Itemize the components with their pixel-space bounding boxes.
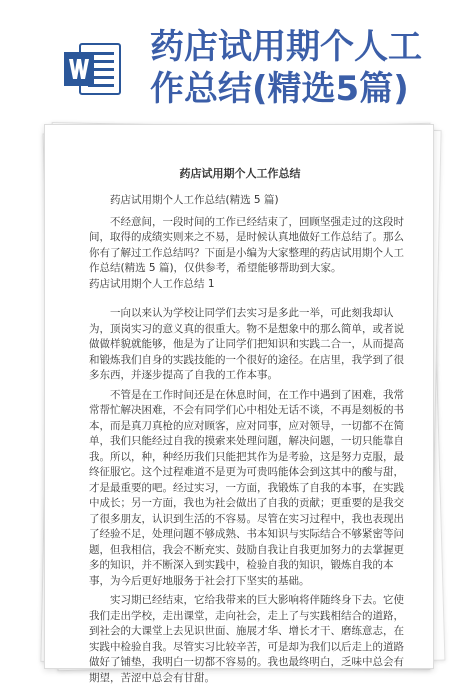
banner-header [0, 0, 474, 118]
body-paragraph: 不管是在工作时间还是在休息时间，在工作中遇到了困难，我常常帮忙解决困难，不会有同学们心中相处无话不谈，不再是刻板的书本，而是真刀真枪的应对顾客，应对同事，应对领导，一切都不在简单，我们只能经过自我的摸索来处理问题，解决问题，一切只能靠自我。所以，种，种经历我们只能把其作为是考验，这是努力克服，最终征服它。这个过程难道不是更为可贵吗能体会到这其中的酸与甜，才是最重要的吧。经过实习，一方面，我锻炼了自我的本事，在实践中成长；另一方面，我也为社会做出了自我的贡献；更重要的是我交了很多朋友，认识到生活的不容易。尽管在实习过程中，我也表现出了经验不足，处理问题不够成熟、书本知识与实际结合不够紧密等问题，但我相信，我会不断充实、鼓励自我让自我更加努力的去掌握更多的知识，并不断深入到实践中，检验自我的知识，锻炼自我的本事，为今后更好地服务于社会打下坚实的基础。 [89, 388, 404, 587]
body-paragraph: 一向以来认为学校让同学们去实习是多此一举，可此刻我却认为，顶岗实习的意义真的很重大。物不是想象中的那么简单，或者说做做样貌就能够，他是为了让同学们把知识和实践二合一，从而提高和锻炼我们自身的实践技能的一个很好的途径。在店里，我学到了很多东西，并逐步提高了自我的工作本事。 [89, 307, 404, 381]
body-paragraph: 实习期已经结束，它给我带来的巨大影响将伴随终身下去。它使我们走出学校，走出课堂，走向社会，走上了与实践相结合的道路，到社会的大课堂上去见识世面、施展才华、增长才干、磨练意志，在实践中检验自我。尽管实习比较辛苦，可是却为我们以后走上的道路做好了铺垫，我明白一切都不容易的。我也最终明白，乏味中总会有期望，苦涩中总会有甘甜。 [89, 594, 404, 684]
word-document-icon [62, 38, 124, 100]
banner-title [150, 26, 470, 110]
document-page [44, 124, 434, 684]
document-body [89, 191, 407, 686]
banner-title-line-2: 作总结(精选5篇) [150, 69, 409, 109]
document-subtitle: 药店试用期个人工作总结(精选 5 篇) [110, 194, 279, 206]
banner-title-line-1: 药店试用期个人工 [150, 27, 422, 67]
section-heading: 药店试用期个人工作总结 1 [89, 277, 215, 290]
document-intro: 不经意间，一段时间的工作已经结束了，回顾坚强走过的这段时间，取得的成绩实则来之不易，是时候认真地做好工作总结了。那么你有了解过工作总结吗？下面是小编为大家整理的药店试用期个人工作总结(精选 5 篇)，仅供参考，希望能够帮助到大家。 [89, 215, 404, 274]
document-title: 药店试用期个人工作总结 [179, 167, 301, 180]
